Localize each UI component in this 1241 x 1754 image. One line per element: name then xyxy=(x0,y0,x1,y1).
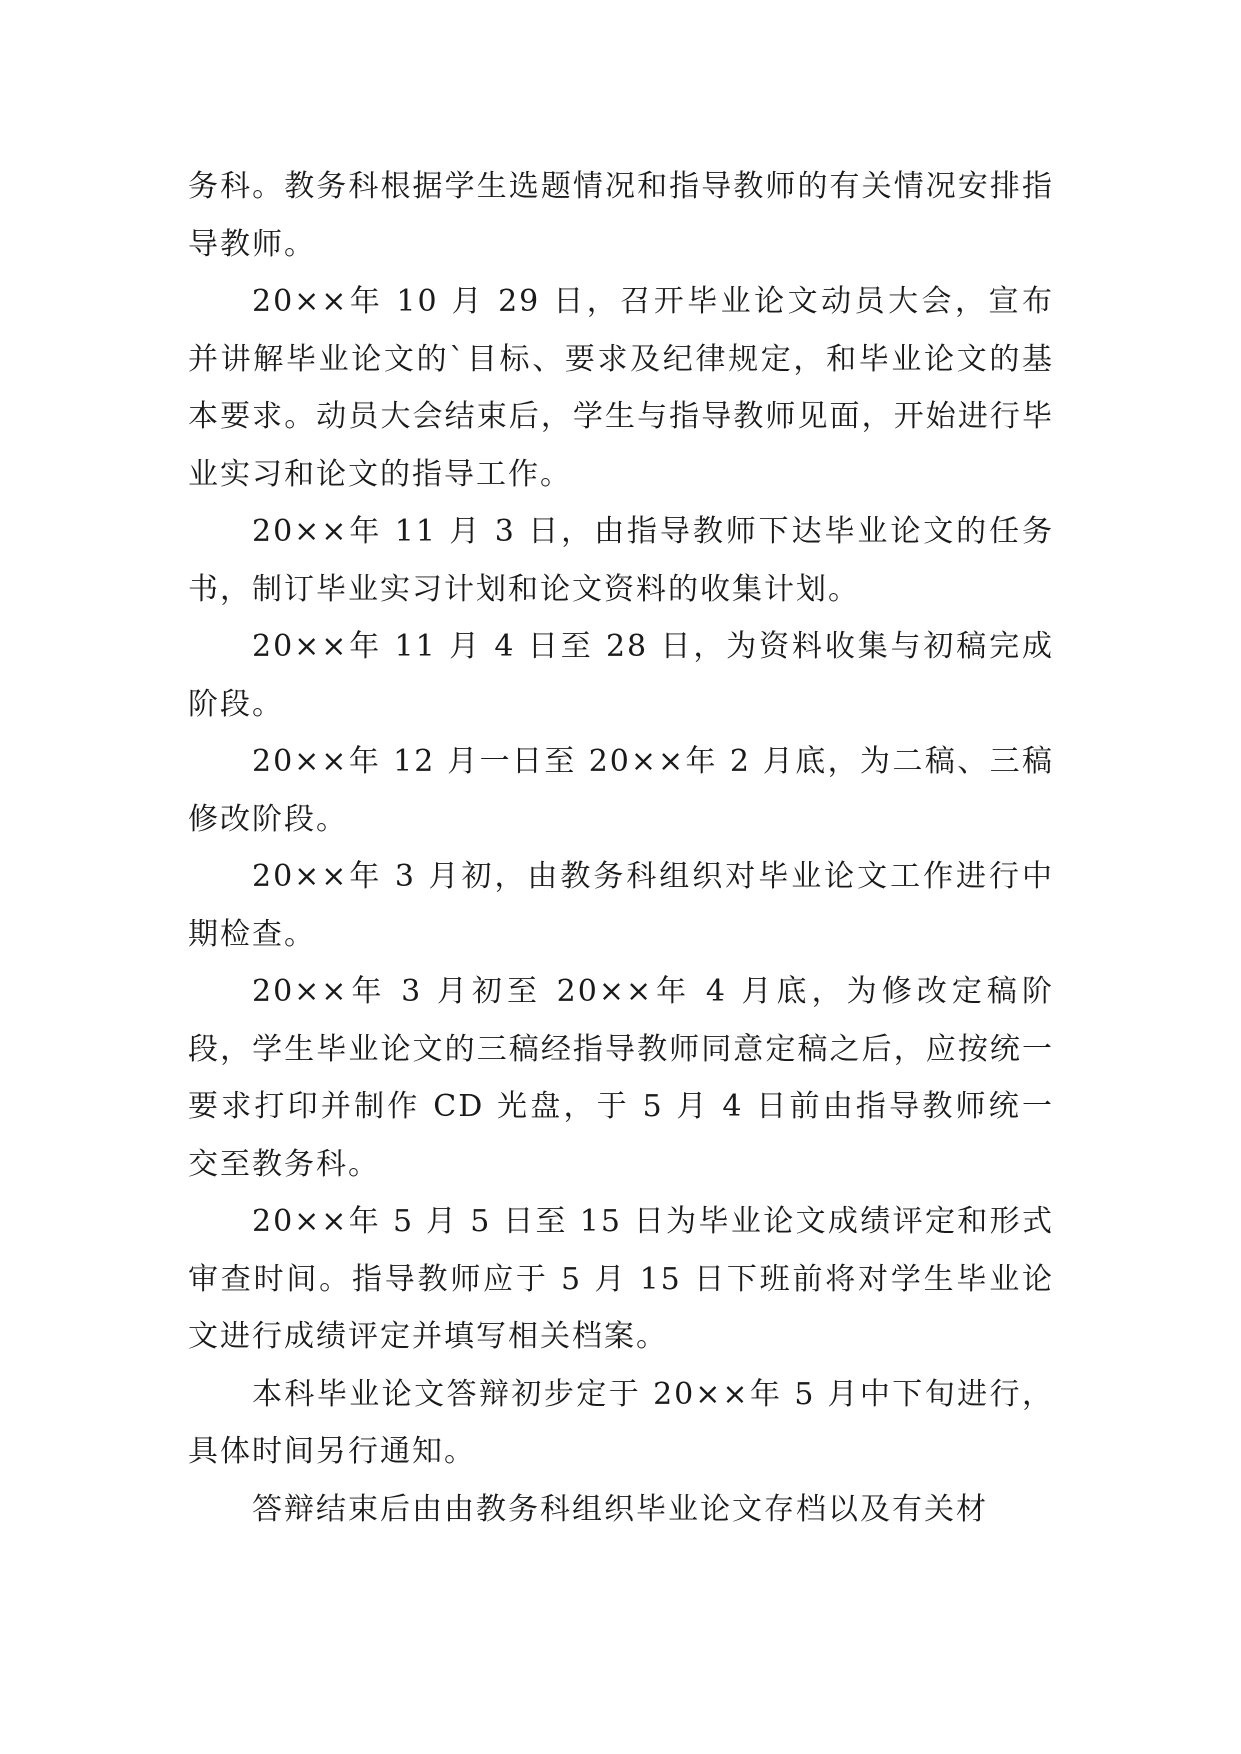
paragraph: 20××年 11 月 3 日，由指导教师下达毕业论文的任务书，制订毕业实习计划和论文资料的收集计划。 xyxy=(188,514,1054,607)
paragraph: 20××年 3 月初，由教务科组织对毕业论文工作进行中期检查。 xyxy=(188,859,1054,952)
paragraph: 20××年 5 月 5 日至 15 日为毕业论文成绩评定和形式审查时间。指导教师应于 5 月 15 日下班前将对学生毕业论文进行成绩评定并填写相关档案。 xyxy=(188,1204,1054,1354)
paragraph: 20××年 3 月初至 20××年 4 月底，为修改定稿阶段，学生毕业论文的三稿经指导教师同意定稿之后，应按统一要求打印并制作 CD 光盘，于 5 月 4 日前由指导教师统一交至教务科。 xyxy=(188,974,1054,1182)
paragraph: 20××年 10 月 29 日，召开毕业论文动员大会，宣布并讲解毕业论文的`目标、要求及纪律规定，和毕业论文的基本要求。动员大会结束后，学生与指导教师见面，开始进行毕业实习和论文的指导工作。 xyxy=(188,284,1054,492)
paragraph: 20××年 11 月 4 日至 28 日，为资料收集与初稿完成阶段。 xyxy=(188,629,1054,722)
document-body xyxy=(188,158,1054,1538)
paragraph: 务科。教务科根据学生选题情况和指导教师的有关情况安排指导教师。 xyxy=(188,169,1054,262)
paragraph: 20××年 12 月一日至 20××年 2 月底，为二稿、三稿修改阶段。 xyxy=(188,744,1054,837)
paragraph: 本科毕业论文答辩初步定于 20××年 5 月中下旬进行，具体时间另行通知。 xyxy=(188,1376,1054,1469)
paragraph: 答辩结束后由由教务科组织毕业论文存档以及有关材 xyxy=(252,1491,988,1527)
